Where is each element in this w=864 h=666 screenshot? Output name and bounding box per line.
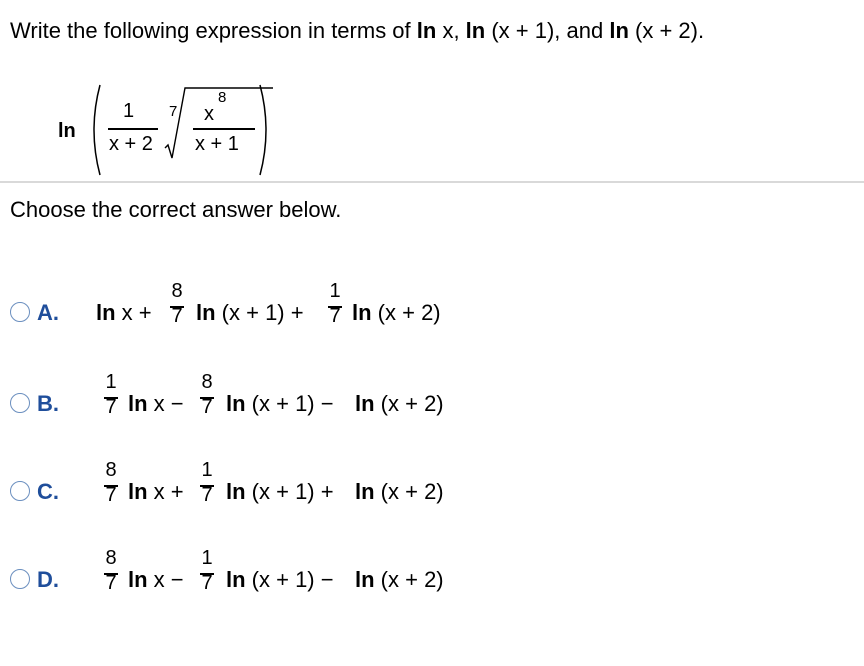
root-index: 7 xyxy=(169,103,178,120)
option-a-term-2: ln (x + 1) + xyxy=(196,300,304,325)
radio-button-a[interactable] xyxy=(10,302,30,322)
option-a-f2-numerator: 1 xyxy=(329,280,341,302)
option-d-f2-numerator: 1 xyxy=(201,547,213,569)
option-b-f1-denominator: 7 xyxy=(105,396,117,418)
radio-button-b[interactable] xyxy=(10,393,30,413)
question-prompt xyxy=(10,18,704,44)
option-b-f2-numerator: 8 xyxy=(201,371,213,393)
expression-ln: ln xyxy=(58,120,76,142)
math-expression xyxy=(58,80,288,180)
option-d-term-2: ln (x + 1) − xyxy=(226,567,334,592)
fraction-bar xyxy=(108,128,158,130)
radicand-base: x xyxy=(204,103,214,125)
option-d-label: D. xyxy=(37,567,59,592)
radicand-denominator: x + 1 xyxy=(195,133,239,155)
option-d-f1-numerator: 8 xyxy=(105,547,117,569)
option-d-term-3: ln (x + 2) xyxy=(355,567,444,592)
option-a[interactable] xyxy=(0,275,864,335)
option-a-term-3: ln (x + 2) xyxy=(352,300,441,325)
option-b-term-3: ln (x + 2) xyxy=(355,391,444,416)
prompt-text-2: x, xyxy=(436,18,466,43)
prompt-text-3: (x + 1), and xyxy=(485,18,610,43)
radicand-exponent: 8 xyxy=(218,89,227,106)
option-d-f1-denominator: 7 xyxy=(105,572,117,594)
option-c-term-1: ln x + xyxy=(128,479,184,504)
option-d[interactable] xyxy=(0,544,864,604)
radio-button-c[interactable] xyxy=(10,481,30,501)
instruction-text: Choose the correct answer below. xyxy=(10,197,342,222)
option-c-f2-denominator: 7 xyxy=(201,484,213,506)
option-b-term-2: ln (x + 1) − xyxy=(226,391,334,416)
expression-numerator: 1 xyxy=(123,100,135,122)
radio-button-d[interactable] xyxy=(10,569,30,589)
option-b-term-1: ln x − xyxy=(128,391,184,416)
option-a-f1-numerator: 8 xyxy=(171,280,183,302)
prompt-text-4: (x + 2). xyxy=(628,18,705,43)
option-c-f1-numerator: 8 xyxy=(105,459,117,481)
prompt-text-1: Write the following expression in terms of xyxy=(10,18,417,43)
option-a-label: A. xyxy=(37,300,59,325)
option-b-label: B. xyxy=(37,391,59,416)
ln-x1-keyword: ln xyxy=(465,18,486,43)
option-a-f1-denominator: 7 xyxy=(171,305,183,327)
option-b-f1-numerator: 1 xyxy=(105,371,117,393)
option-a-term-1: ln x + xyxy=(96,300,152,325)
option-d-f2-denominator: 7 xyxy=(201,572,213,594)
left-paren xyxy=(86,82,102,178)
option-c-label: C. xyxy=(37,479,59,504)
option-c-f1-denominator: 7 xyxy=(105,484,117,506)
option-a-f2-denominator: 7 xyxy=(329,305,341,327)
right-paren xyxy=(258,82,274,178)
ln-x2-keyword: ln xyxy=(609,18,629,43)
radicand-fraction-bar xyxy=(193,128,255,130)
option-d-term-1: ln x − xyxy=(128,567,184,592)
option-b[interactable] xyxy=(0,367,864,427)
section-divider xyxy=(0,181,864,183)
ln-x-keyword: ln xyxy=(416,18,437,43)
option-c-term-3: ln (x + 2) xyxy=(355,479,444,504)
expression-denominator: x + 2 xyxy=(109,133,153,155)
option-c-term-2: ln (x + 1) + xyxy=(226,479,334,504)
option-c-f2-numerator: 1 xyxy=(201,459,213,481)
option-c[interactable] xyxy=(0,455,864,515)
option-b-f2-denominator: 7 xyxy=(201,396,213,418)
